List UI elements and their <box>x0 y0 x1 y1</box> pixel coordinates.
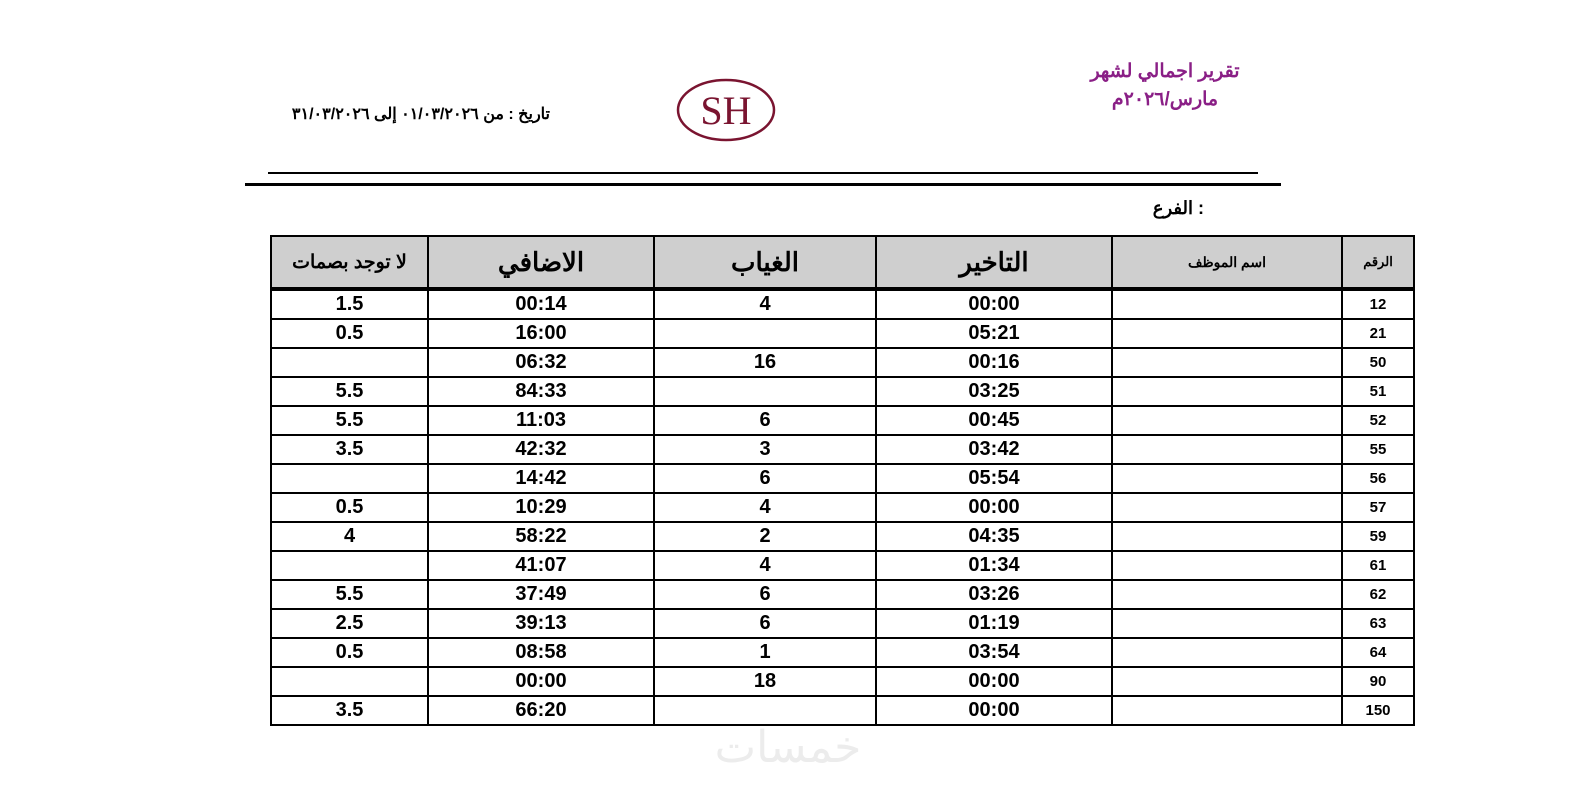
cell-number: 90 <box>1342 667 1414 696</box>
cell-no-punches: 0.5 <box>271 493 428 522</box>
col-header-delay: التاخير <box>876 236 1112 289</box>
cell-delay: 00:16 <box>876 348 1112 377</box>
table-row <box>271 696 1414 725</box>
table-row <box>271 638 1414 667</box>
cell-number: 51 <box>1342 377 1414 406</box>
cell-employee-name <box>1112 580 1342 609</box>
header-rule-top <box>268 172 1258 174</box>
cell-no-punches: 2.5 <box>271 609 428 638</box>
cell-number: 56 <box>1342 464 1414 493</box>
cell-number: 55 <box>1342 435 1414 464</box>
cell-no-punches: 1.5 <box>271 289 428 319</box>
table-row <box>271 580 1414 609</box>
table-body <box>271 289 1414 725</box>
cell-number: 50 <box>1342 348 1414 377</box>
cell-no-punches: 5.5 <box>271 580 428 609</box>
cell-absence: 6 <box>654 609 876 638</box>
cell-overtime: 58:22 <box>428 522 654 551</box>
cell-absence: 4 <box>654 289 876 319</box>
cell-absence <box>654 696 876 725</box>
cell-overtime: 42:32 <box>428 435 654 464</box>
table-row <box>271 609 1414 638</box>
table-row <box>271 289 1414 319</box>
cell-delay: 00:00 <box>876 493 1112 522</box>
cell-overtime: 39:13 <box>428 609 654 638</box>
cell-delay: 03:25 <box>876 377 1112 406</box>
cell-delay: 01:19 <box>876 609 1112 638</box>
cell-absence <box>654 319 876 348</box>
cell-delay: 03:54 <box>876 638 1112 667</box>
cell-number: 59 <box>1342 522 1414 551</box>
date-range: تاريخ : من ٠١/٠٣/٢٠٢٦ إلى ٣١/٠٣/٢٠٢٦ <box>291 106 550 123</box>
cell-delay: 00:00 <box>876 696 1112 725</box>
cell-overtime: 84:33 <box>428 377 654 406</box>
cell-employee-name <box>1112 551 1342 580</box>
cell-employee-name <box>1112 289 1342 319</box>
table-row <box>271 493 1414 522</box>
cell-overtime: 16:00 <box>428 319 654 348</box>
cell-number: 63 <box>1342 609 1414 638</box>
cell-overtime: 41:07 <box>428 551 654 580</box>
report-title <box>1060 58 1270 114</box>
table-row <box>271 377 1414 406</box>
cell-overtime: 11:03 <box>428 406 654 435</box>
cell-number: 150 <box>1342 696 1414 725</box>
cell-absence: 3 <box>654 435 876 464</box>
cell-delay: 00:00 <box>876 667 1112 696</box>
table-row <box>271 406 1414 435</box>
col-header-number: الرقم <box>1342 236 1414 289</box>
table-row <box>271 551 1414 580</box>
col-header-absence: الغياب <box>654 236 876 289</box>
col-header-no-punches: لا توجد بصمات <box>271 236 428 289</box>
cell-absence: 6 <box>654 406 876 435</box>
cell-no-punches: 5.5 <box>271 377 428 406</box>
cell-employee-name <box>1112 435 1342 464</box>
table-row <box>271 522 1414 551</box>
cell-employee-name <box>1112 464 1342 493</box>
table-row <box>271 464 1414 493</box>
cell-no-punches: 0.5 <box>271 638 428 667</box>
header-rule-bottom <box>245 183 1281 186</box>
cell-employee-name <box>1112 522 1342 551</box>
cell-no-punches: 3.5 <box>271 696 428 725</box>
report-title-line2: مارس/٢٠٢٦م <box>1111 89 1219 110</box>
cell-delay: 05:54 <box>876 464 1112 493</box>
cell-overtime: 37:49 <box>428 580 654 609</box>
table-row <box>271 435 1414 464</box>
cell-overtime: 06:32 <box>428 348 654 377</box>
col-header-employee-name: اسم الموظف <box>1112 236 1342 289</box>
cell-employee-name <box>1112 638 1342 667</box>
cell-overtime: 14:42 <box>428 464 654 493</box>
cell-delay: 03:42 <box>876 435 1112 464</box>
cell-no-punches: 3.5 <box>271 435 428 464</box>
cell-absence: 4 <box>654 493 876 522</box>
cell-absence: 2 <box>654 522 876 551</box>
cell-employee-name <box>1112 696 1342 725</box>
logo-text: SH <box>700 88 752 133</box>
cell-absence: 1 <box>654 638 876 667</box>
cell-overtime: 08:58 <box>428 638 654 667</box>
cell-number: 61 <box>1342 551 1414 580</box>
cell-overtime: 66:20 <box>428 696 654 725</box>
company-logo <box>672 72 780 148</box>
cell-no-punches: 4 <box>271 522 428 551</box>
cell-overtime: 00:14 <box>428 289 654 319</box>
cell-overtime: 10:29 <box>428 493 654 522</box>
table-header-row <box>271 236 1414 289</box>
watermark: خمسات <box>714 722 862 773</box>
cell-employee-name <box>1112 348 1342 377</box>
cell-no-punches <box>271 348 428 377</box>
cell-employee-name <box>1112 377 1342 406</box>
cell-no-punches <box>271 667 428 696</box>
cell-number: 64 <box>1342 638 1414 667</box>
cell-employee-name <box>1112 406 1342 435</box>
table-row <box>271 348 1414 377</box>
cell-employee-name <box>1112 493 1342 522</box>
cell-delay: 00:00 <box>876 289 1112 319</box>
cell-number: 57 <box>1342 493 1414 522</box>
cell-no-punches: 0.5 <box>271 319 428 348</box>
branch-label: : الفرع <box>1152 198 1204 218</box>
table-row <box>271 319 1414 348</box>
cell-delay: 01:34 <box>876 551 1112 580</box>
cell-number: 12 <box>1342 289 1414 319</box>
cell-overtime: 00:00 <box>428 667 654 696</box>
cell-absence: 6 <box>654 464 876 493</box>
cell-employee-name <box>1112 319 1342 348</box>
report-title-line1: تقرير اجمالي لشهر <box>1090 61 1240 82</box>
cell-delay: 05:21 <box>876 319 1112 348</box>
cell-employee-name <box>1112 609 1342 638</box>
cell-number: 21 <box>1342 319 1414 348</box>
attendance-table <box>270 235 1415 726</box>
cell-absence: 4 <box>654 551 876 580</box>
table-row <box>271 667 1414 696</box>
cell-absence: 6 <box>654 580 876 609</box>
cell-no-punches <box>271 551 428 580</box>
cell-number: 62 <box>1342 580 1414 609</box>
cell-delay: 04:35 <box>876 522 1112 551</box>
cell-number: 52 <box>1342 406 1414 435</box>
cell-no-punches <box>271 464 428 493</box>
cell-delay: 00:45 <box>876 406 1112 435</box>
cell-absence <box>654 377 876 406</box>
cell-employee-name <box>1112 667 1342 696</box>
cell-absence: 18 <box>654 667 876 696</box>
col-header-overtime: الاضافي <box>428 236 654 289</box>
cell-delay: 03:26 <box>876 580 1112 609</box>
cell-no-punches: 5.5 <box>271 406 428 435</box>
cell-absence: 16 <box>654 348 876 377</box>
